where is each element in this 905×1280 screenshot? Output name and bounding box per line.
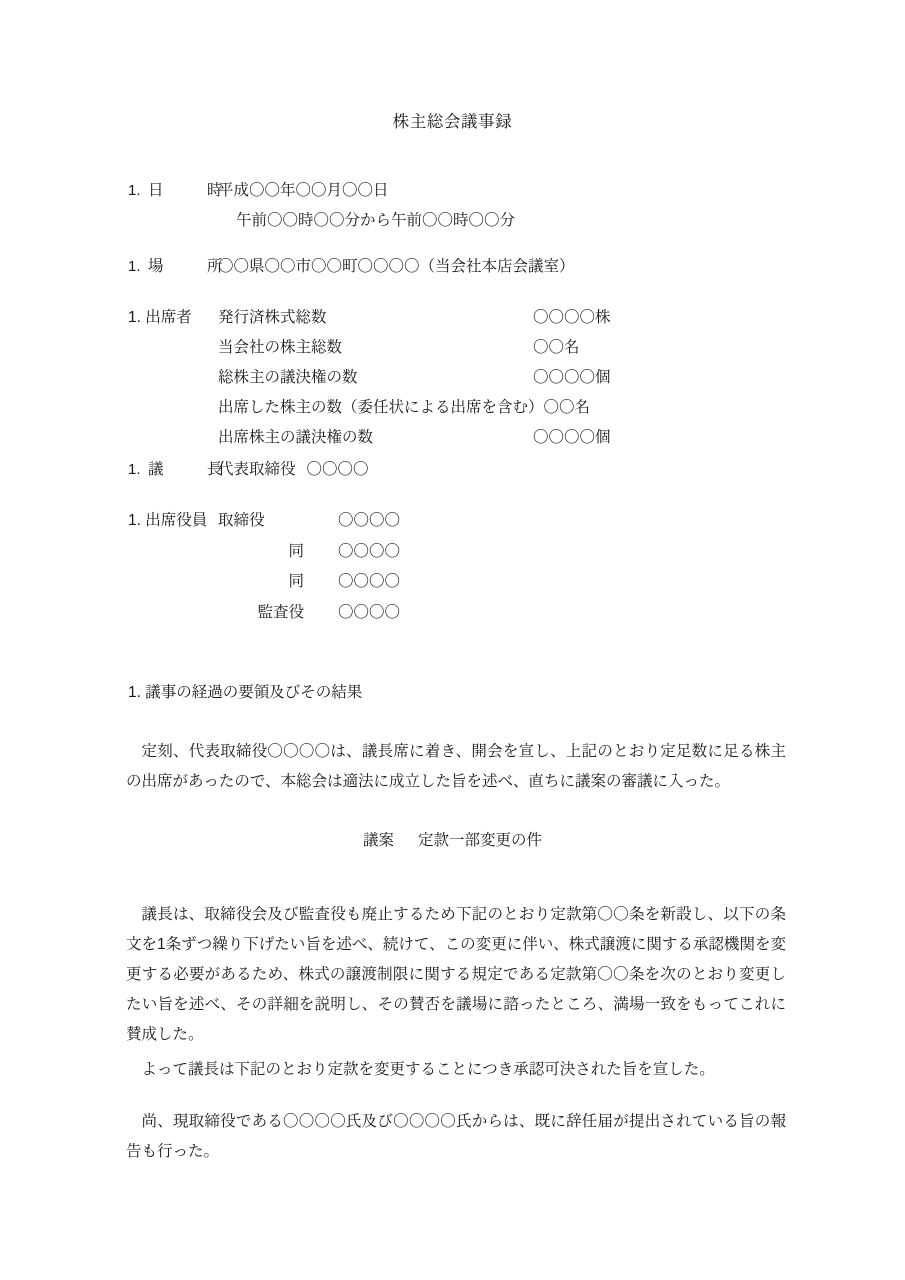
attendee-name: 総株主の議決権の数 bbox=[218, 369, 358, 386]
approval-paragraph: よって議長は下記のとおり定款を変更することにつき承認可決された旨を宣した。 bbox=[141, 1061, 715, 1078]
attendee-row bbox=[128, 333, 611, 363]
opening-paragraph: 定刻、代表取締役〇〇〇〇は、議長席に着き、開会を宣し、上記のとおり定足数に足る株主の出席があったので、本総会は適法に成立した旨を述べ、直ちに議案の審議に入った。 bbox=[126, 743, 786, 790]
attendee-value: 〇〇名 bbox=[543, 399, 591, 416]
chairman-label: 議 長 bbox=[148, 461, 237, 478]
officer-name: 〇〇〇〇 bbox=[338, 512, 401, 529]
chairman-name: 〇〇〇〇 bbox=[306, 461, 369, 478]
officer-name: 〇〇〇〇 bbox=[338, 542, 401, 560]
chairman-number: 1. bbox=[128, 461, 141, 478]
chairman-title: 代表取締役 bbox=[218, 461, 296, 478]
datetime-section bbox=[128, 176, 515, 236]
attendee-name: 発行済株式総数 bbox=[218, 309, 327, 326]
proposal-heading bbox=[0, 828, 905, 850]
proceedings-heading bbox=[128, 680, 362, 706]
page-title: 株主総会議事録 bbox=[392, 113, 513, 131]
datetime-label: 日 時 bbox=[148, 182, 237, 199]
attendee-name: 出席株主の議決権の数 bbox=[218, 429, 374, 446]
officers-section bbox=[128, 506, 400, 628]
proposal-title-text: 定款一部変更の件 bbox=[418, 832, 543, 849]
proceedings-heading-text: 議事の経過の要領及びその結果 bbox=[145, 684, 363, 701]
place-section bbox=[128, 252, 575, 282]
datetime-number: 1. bbox=[128, 182, 141, 199]
officer-row bbox=[128, 506, 400, 537]
attendee-value: 〇〇〇〇個 bbox=[533, 369, 611, 386]
officers-number: 1. bbox=[128, 512, 141, 529]
attendee-row-spacer bbox=[128, 333, 218, 363]
datetime-value-date: 平成〇〇年〇〇月〇〇日 bbox=[218, 182, 389, 199]
attendee-value: 〇〇〇〇個 bbox=[533, 429, 611, 446]
attendee-value: 〇〇名 bbox=[533, 339, 580, 356]
resolution-paragraph: 議長は、取締役会及び監査役も廃止するため下記のとおり定款第〇〇条を新設し、以下の条文を1条ずつ繰り下げたい旨を述べ、続けて、この変更に伴い、株式譲渡に関する承認機関を変更する必要があるため、株式の譲渡制限に関する規定である定款第〇〇条を次のとおり変更したい旨を述べ、その詳細を説明し、その賛否を議場に諮ったところ、満場一致をもってこれに賛成した。 bbox=[126, 906, 786, 1043]
datetime-row-second bbox=[128, 206, 515, 236]
officer-role: 取締役 bbox=[218, 512, 265, 529]
place-value: 〇〇県〇〇市〇〇町〇〇〇〇（当会社本店会議室） bbox=[218, 258, 575, 275]
attendees-section bbox=[128, 303, 611, 453]
chairman-row bbox=[128, 455, 369, 485]
chairman-section bbox=[128, 455, 369, 485]
attendee-row bbox=[128, 423, 611, 453]
resignation-paragraph: 尚、現取締役である〇〇〇〇氏及び〇〇〇〇氏からは、既に辞任届が提出されている旨の報告も行った。 bbox=[126, 1113, 786, 1160]
officer-row bbox=[128, 598, 400, 629]
officers-number-label bbox=[128, 506, 218, 537]
proposal-label: 議案 bbox=[362, 832, 394, 849]
attendee-row bbox=[128, 363, 611, 393]
officer-role: 同 bbox=[288, 573, 304, 590]
officer-role: 同 bbox=[288, 542, 304, 560]
officer-name: 〇〇〇〇 bbox=[338, 573, 401, 590]
attendee-value: 〇〇〇〇株 bbox=[533, 309, 611, 326]
datetime-row bbox=[128, 176, 515, 206]
attendee-name: 出席した株主の数（委任状による出席を含む） bbox=[218, 399, 544, 416]
attendee-row-spacer bbox=[128, 393, 218, 423]
officers-label: 出席役員 bbox=[145, 512, 208, 529]
attendee-row bbox=[128, 303, 611, 333]
attendees-number-label bbox=[128, 303, 218, 333]
officer-row bbox=[128, 567, 400, 598]
attendee-row-spacer bbox=[128, 363, 218, 393]
officer-role: 監査役 bbox=[257, 603, 304, 621]
officer-name: 〇〇〇〇 bbox=[338, 603, 401, 621]
place-number: 1. bbox=[128, 258, 141, 275]
attendee-row-spacer bbox=[128, 423, 218, 453]
attendee-name: 当会社の株主総数 bbox=[218, 339, 343, 356]
attendee-row bbox=[128, 393, 611, 423]
place-label: 場 所 bbox=[148, 258, 237, 275]
officer-row bbox=[128, 537, 400, 568]
attendees-number: 1. bbox=[128, 309, 141, 326]
place-row bbox=[128, 252, 575, 282]
attendees-label: 出席者 bbox=[145, 309, 192, 326]
proceedings-heading-number: 1. bbox=[128, 684, 141, 701]
datetime-value-time: 午前〇〇時〇〇分から午前〇〇時〇〇分 bbox=[236, 212, 516, 229]
